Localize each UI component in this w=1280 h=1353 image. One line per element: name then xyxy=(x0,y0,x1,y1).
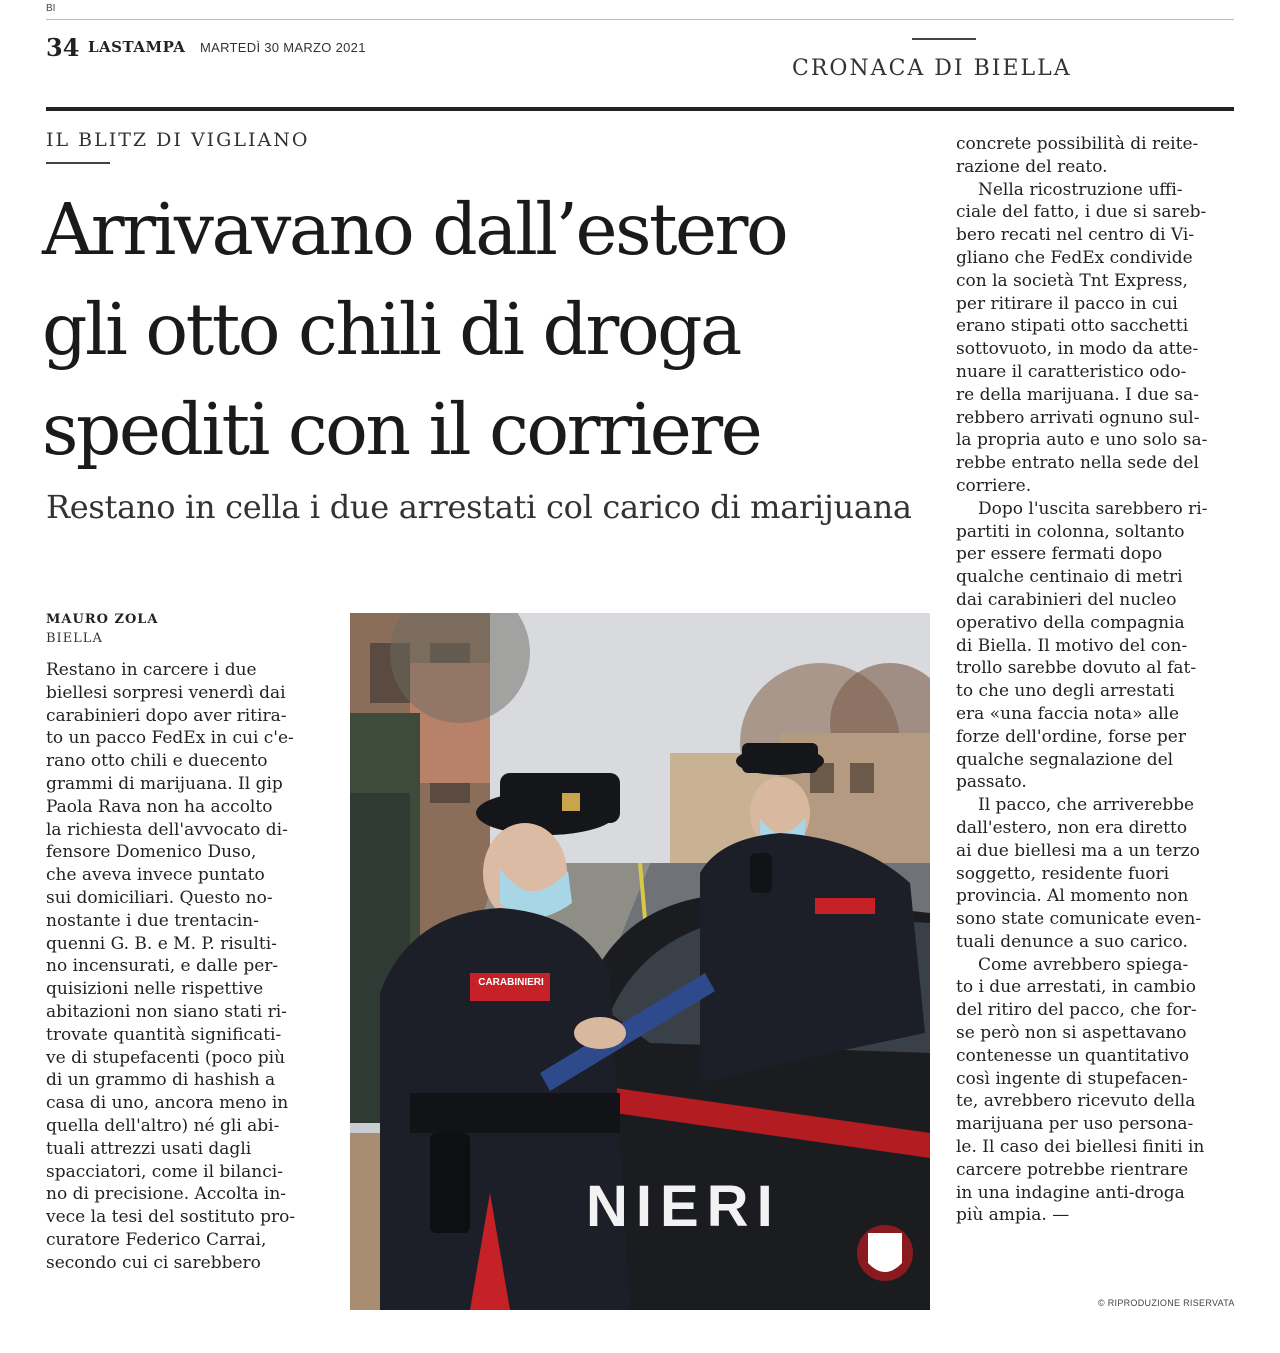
body-text-line: marijuana per uso persona- xyxy=(956,1114,1194,1135)
car-door-lettering: NIERI xyxy=(586,1174,781,1239)
body-text-line: abitazioni non siano stati ri- xyxy=(46,1001,287,1022)
body-text-line: così ingente di stupefacen- xyxy=(956,1068,1188,1089)
body-text-line: le. Il caso dei biellesi finiti in xyxy=(956,1137,1205,1158)
body-text-line: partiti in colonna, soltanto xyxy=(956,521,1185,542)
body-text-line: tuali attrezzi usati dagli xyxy=(46,1138,252,1159)
main-rule xyxy=(46,107,1234,111)
body-text-line: rano otto chili e duecento xyxy=(46,751,268,772)
body-text-line: passato. xyxy=(956,772,1027,793)
body-text-line: Il pacco, che arriverebbe xyxy=(978,795,1195,816)
body-text-line: nostante i due trentacin- xyxy=(46,910,259,931)
body-text-line: bero recati nel centro di Vi- xyxy=(956,225,1195,246)
top-rule xyxy=(46,19,1234,20)
body-text-line: per essere fermati dopo xyxy=(956,544,1163,565)
body-text-line: trollo sarebbe dovuto al fat- xyxy=(956,658,1197,679)
body-text-line: no incensurati, e dalle per- xyxy=(46,956,279,977)
dateline-place: BIELLA xyxy=(46,631,103,646)
body-text-line: to i due arrestati, in cambio xyxy=(956,977,1196,998)
kicker-rule xyxy=(46,162,110,164)
body-text-line: qualche centinaio di metri xyxy=(956,567,1183,588)
photo-sleeve-label: CARABINIERI xyxy=(478,977,544,988)
article-photo xyxy=(350,613,930,1310)
body-text-line: nuare il caratteristico odo- xyxy=(956,361,1187,382)
body-text-line: concrete possibilità di reite- xyxy=(956,134,1199,154)
body-text-line: te, avrebbero ricevuto della xyxy=(956,1091,1196,1112)
body-text-line: sui domiciliari. Questo no- xyxy=(46,887,273,908)
body-text-line: Dopo l'uscita sarebbero ri- xyxy=(978,498,1208,519)
body-text-line: Restano in carcere i due xyxy=(46,660,257,680)
body-text-line: re della marijuana. I due sa- xyxy=(956,384,1200,405)
article-column-3 xyxy=(956,133,1234,1227)
body-text-line: qualche segnalazione del xyxy=(956,749,1174,770)
body-text-line: provincia. Al momento non xyxy=(956,886,1189,907)
section-title: CRONACA DI BIELLA xyxy=(792,56,1072,81)
issue-date: MARTEDÌ 30 MARZO 2021 xyxy=(200,40,366,55)
author-name: MAURO ZOLA xyxy=(46,612,159,627)
body-text-line: ai due biellesi ma a un terzo xyxy=(956,840,1200,861)
body-text-line: secondo cui ci sarebbero xyxy=(46,1252,261,1273)
body-text-line: carabinieri dopo aver ritira- xyxy=(46,705,287,726)
body-text-line: quisizioni nelle rispettive xyxy=(46,979,264,1000)
body-text-line: più ampia. — xyxy=(956,1205,1070,1226)
body-text-line: erano stipati otto sacchetti xyxy=(956,316,1189,337)
body-text-line: del ritiro del pacco, che for- xyxy=(956,1000,1197,1021)
body-text-line: quenni G. B. e M. P. risulti- xyxy=(46,933,277,954)
body-text-line: spacciatori, come il bilanci- xyxy=(46,1161,283,1182)
body-text-line: di Biella. Il motivo del con- xyxy=(956,635,1188,656)
article-column-1 xyxy=(46,659,324,1275)
body-text-line: trovate quantità significati- xyxy=(46,1024,282,1045)
body-text-line: che aveva invece puntato xyxy=(46,865,265,886)
body-text-line: to che uno degli arrestati xyxy=(956,681,1175,702)
body-text-line: forze dell'ordine, forse per xyxy=(956,726,1186,747)
body-text-line: era «una faccia nota» alle xyxy=(956,703,1180,724)
body-text-line: sottovuoto, in modo da atte- xyxy=(956,339,1199,360)
body-text-line: contenesse un quantitativo xyxy=(956,1045,1190,1066)
headline-line: gli otto chili di droga xyxy=(42,288,740,371)
body-text-line: fensore Domenico Duso, xyxy=(46,842,257,863)
body-text-line: soggetto, residente fuori xyxy=(956,863,1170,884)
section-rule xyxy=(912,38,976,40)
body-text-line: grammi di marijuana. Il gip xyxy=(46,773,283,794)
headline-line: spediti con il corriere xyxy=(42,388,761,471)
body-text-line: ciale del fatto, i due si sareb- xyxy=(956,202,1207,223)
body-text-line: per ritirare il pacco in cui xyxy=(956,293,1178,314)
body-text-line: rebbe entrato nella sede del xyxy=(956,453,1199,474)
body-text-line: la richiesta dell'avvocato di- xyxy=(46,819,288,840)
body-text-line: Nella ricostruzione uffi- xyxy=(978,179,1183,200)
body-text-line: Come avrebbero spiega- xyxy=(978,954,1189,975)
body-text-line: carcere potrebbe rientrare xyxy=(956,1159,1189,1180)
body-text-line: corriere. xyxy=(956,475,1032,496)
headline xyxy=(42,180,942,480)
body-text-line: con la società Tnt Express, xyxy=(956,270,1188,291)
edition-code: BI xyxy=(46,3,56,14)
body-text-line: biellesi sorpresi venerdì dai xyxy=(46,682,286,703)
body-text-line: operativo della compagnia xyxy=(956,612,1185,633)
body-text-line: vece la tesi del sostituto pro- xyxy=(46,1207,296,1228)
body-text-line: no di precisione. Accolta in- xyxy=(46,1184,287,1205)
body-text-line: dai carabinieri del nucleo xyxy=(956,589,1177,610)
subheadline: Restano in cella i due arrestati col carico di marijuana xyxy=(46,488,912,526)
body-text-line: quella dell'altro) né gli abi- xyxy=(46,1115,280,1136)
body-text-line: to un pacco FedEx in cui c'e- xyxy=(46,728,294,749)
copyright-note: © RIPRODUZIONE RISERVATA xyxy=(1098,1298,1235,1308)
body-text-line: sono state comunicate even- xyxy=(956,909,1202,930)
body-text-line: Paola Rava non ha accolto xyxy=(46,796,273,817)
body-text-line: di un grammo di hashish a xyxy=(46,1070,276,1091)
body-text-line: razione del reato. xyxy=(956,156,1108,177)
headline-line: Arrivavano dall’estero xyxy=(42,188,787,271)
body-text-line: la propria auto e uno solo sa- xyxy=(956,430,1208,451)
body-text-line: curatore Federico Carrai, xyxy=(46,1229,267,1250)
body-text-line: se però non si aspettavano xyxy=(956,1023,1187,1044)
body-text-line: rebbero arrivati ognuno sul- xyxy=(956,407,1200,428)
body-text-line: ve di stupefacenti (poco più xyxy=(46,1047,286,1068)
body-text-line: dall'estero, non era diretto xyxy=(956,817,1188,838)
body-text-line: in una indagine anti-droga xyxy=(956,1182,1185,1203)
masthead: LASTAMPA xyxy=(88,38,186,56)
body-text-line: gliano che FedEx condivide xyxy=(956,247,1193,268)
page-number: 34 xyxy=(46,33,80,62)
body-text-line: casa di uno, ancora meno in xyxy=(46,1093,289,1114)
kicker: IL BLITZ DI VIGLIANO xyxy=(46,129,310,151)
body-text-line: tuali denunce a suo carico. xyxy=(956,931,1188,952)
